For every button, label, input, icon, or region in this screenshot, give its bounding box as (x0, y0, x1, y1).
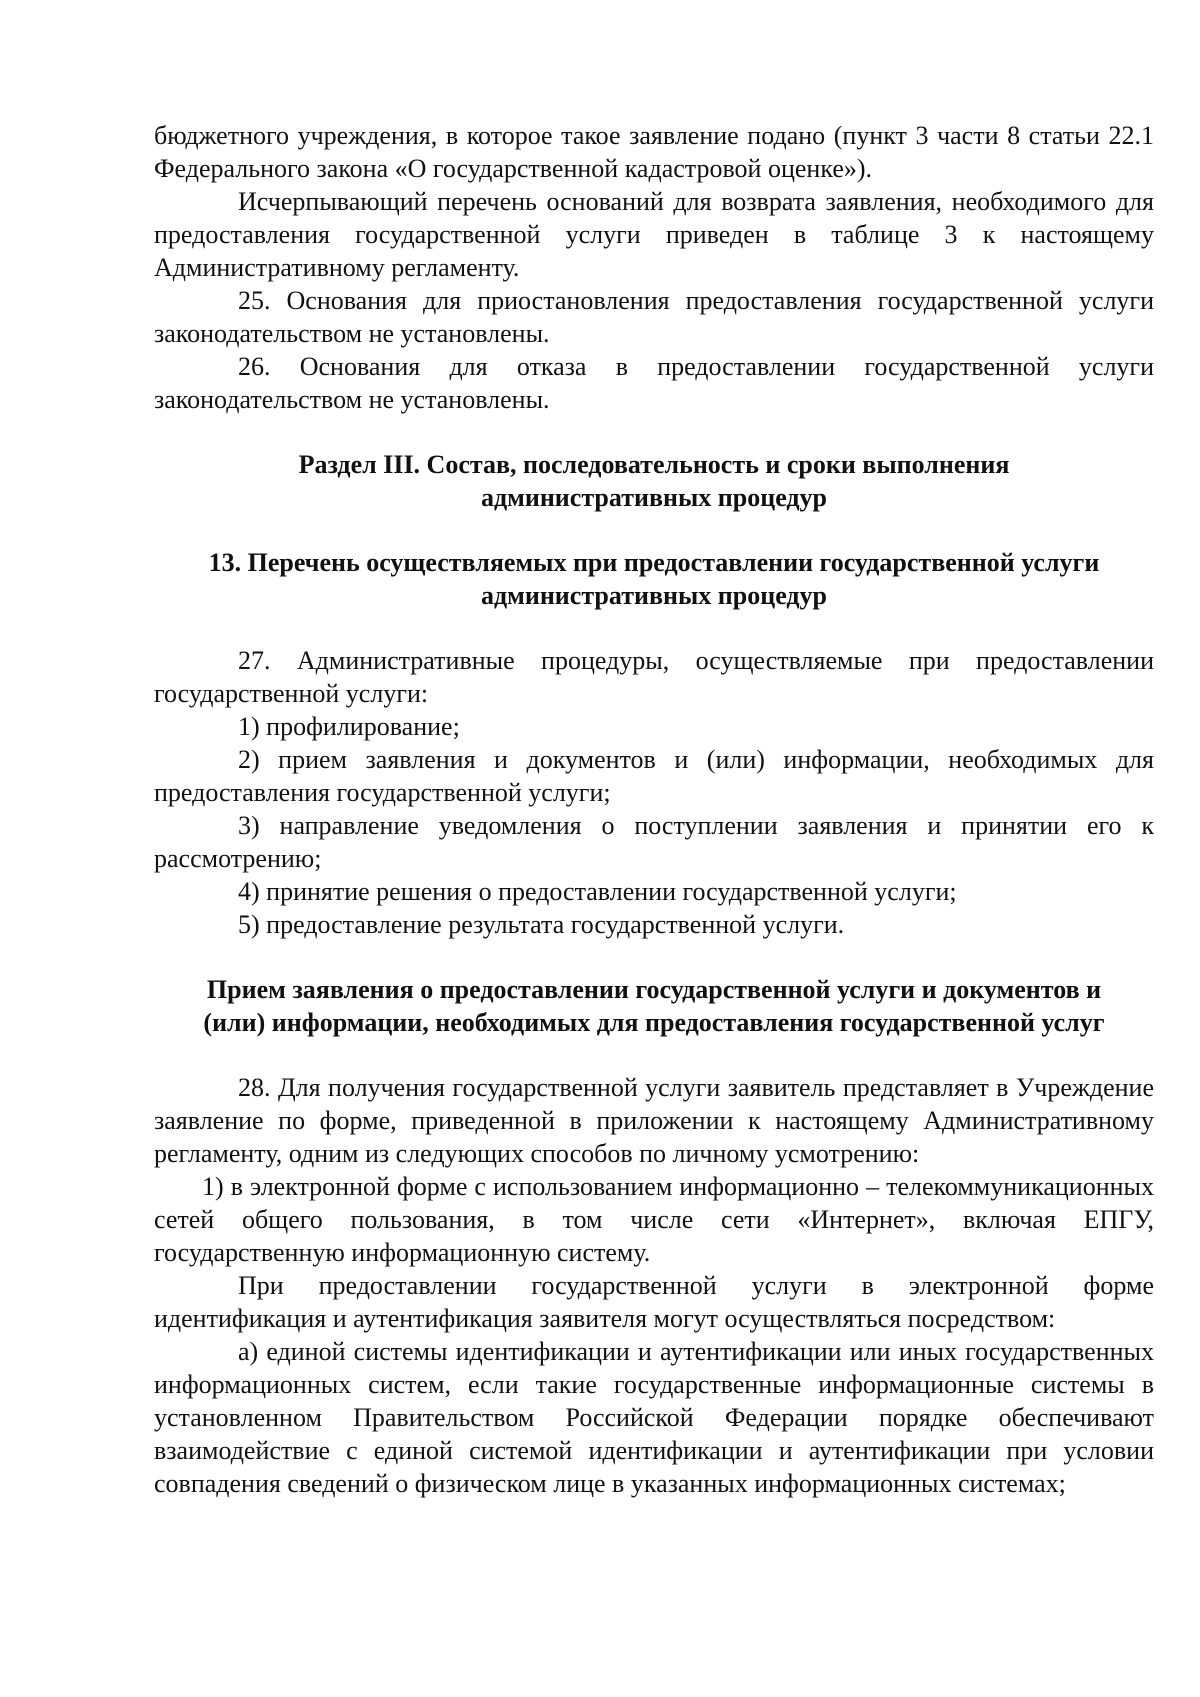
paragraph-return-grounds: Исчерпывающий перечень оснований для возврата заявления, необходимого для предоставления государственной услуги приведен в таблице 3 к настоящему Административному регламенту. (154, 187, 1154, 282)
paragraph-26: 26. Основания для отказа в предоставлении государственной услуги законодательством не установлены. (154, 352, 1154, 414)
reception-heading (154, 973, 1154, 1039)
paragraph-25: 25. Основания для приостановления предоставления государственной услуги законодательством не установлены. (154, 286, 1154, 348)
paragraph-electronic-form: При предоставлении государственной услуги в электронной форме идентификация и аутентификация заявителя могут осуществляться посредством: (154, 1271, 1154, 1333)
document-body (154, 119, 1154, 1500)
paragraph-continuation: бюджетного учреждения, в которое такое заявление подано (пункт 3 части 8 статьи 22.1 Федерального закона «О государственной кадастровой оценке»). (154, 121, 1154, 183)
subsection-heading (154, 546, 1154, 612)
list-item: 5) предоставление результата государственной услуги. (238, 910, 845, 939)
reception-heading-line-1: Прием заявления о предоставлении государственной услуги и документов и (206, 975, 1102, 1004)
list-item: 2) прием заявления и документов и (или) информации, необходимых для предоставления государственной услуги; (154, 745, 1154, 807)
subitem-a-esia: а) единой системы идентификации и аутентификации или иных государственных информационных систем, если такие государственные информационные системы в установленном Правительством Российской Федерации порядке обеспечивают взаимодействие с единой системой идентификации и аутентификации при условии совпадения сведений о физическом лице в указанных информационных системах; (154, 1337, 1154, 1498)
section-heading-line-2: административных процедур (480, 483, 828, 512)
section-heading-line-1: Раздел III. Состав, последовательность и сроки выполнения (298, 450, 1010, 479)
subitem-1-electronic: 1) в электронной форме с использованием информационно – телекоммуникационных сетей общего пользования, в том числе сети «Интернет», включая ЕПГУ, государственную информационную систему. (154, 1172, 1154, 1267)
reception-heading-line-2: (или) информации, необходимых для предоставления государственной услуг (203, 1008, 1105, 1037)
paragraph-27: 27. Административные процедуры, осуществляемые при предоставлении государственной услуги: (154, 646, 1154, 708)
section-heading (154, 448, 1154, 514)
list-item: 4) принятие решения о предоставлении государственной услуги; (238, 877, 957, 906)
paragraph-28: 28. Для получения государственной услуги заявитель представляет в Учреждение заявление по форме, приведенной в приложении к настоящему Административному регламенту, одним из следующих способов по личному усмотрению: (154, 1073, 1154, 1168)
subsection-heading-line-2: административных процедур (480, 581, 828, 610)
list-item: 1) профилирование; (238, 712, 460, 741)
subsection-heading-line-1: 13. Перечень осуществляемых при предоставлении государственной услуги (208, 548, 1100, 577)
list-item: 3) направление уведомления о поступлении заявления и принятии его к рассмотрению; (154, 811, 1154, 873)
